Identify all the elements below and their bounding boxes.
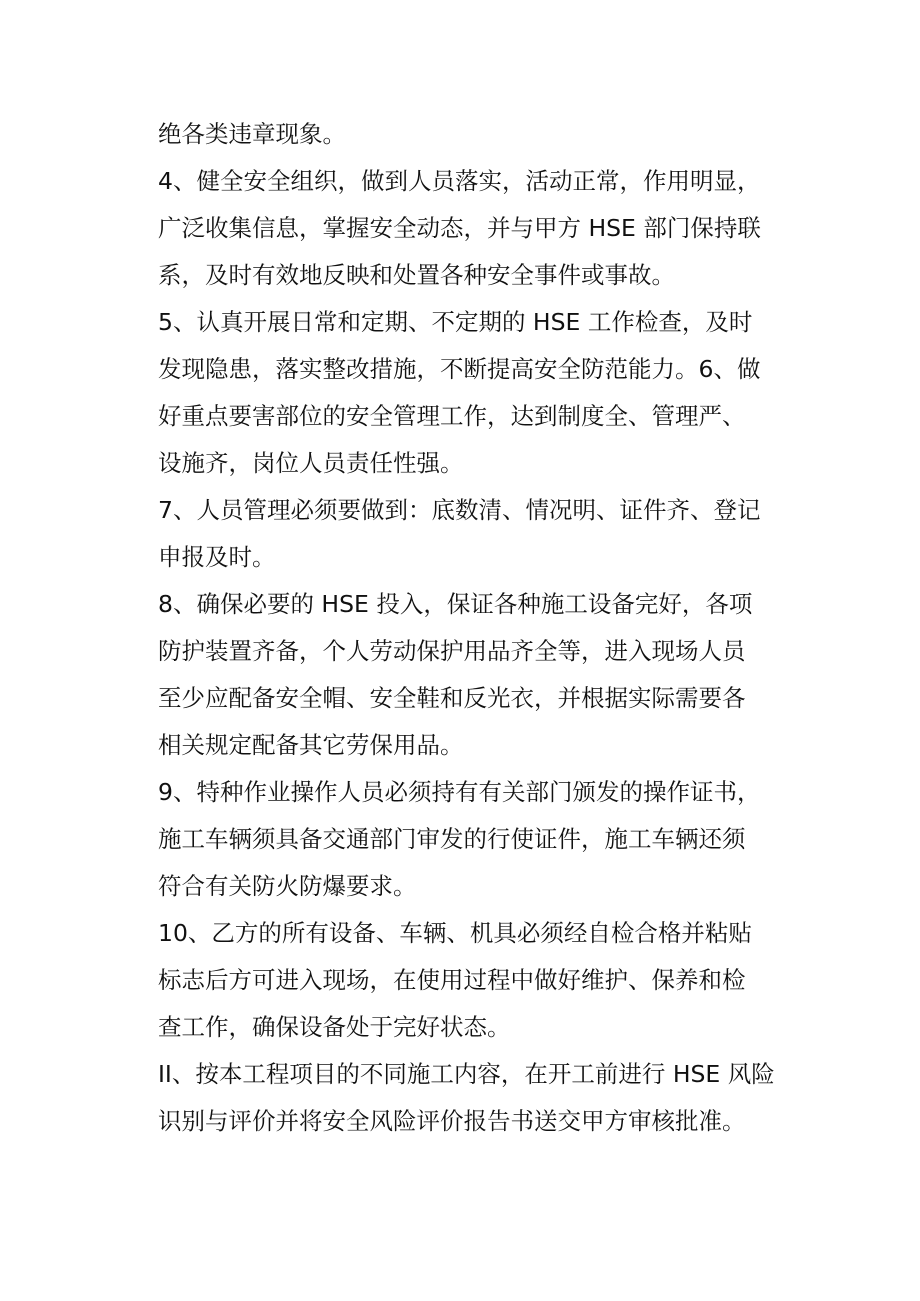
text-line: 至少应配备安全帽、安全鞋和反光衣，并根据实际需要各: [158, 684, 746, 712]
text-line: 设施齐，岗位人员责任性强。: [158, 449, 464, 477]
text-line: 防护装置齐备，个人劳动保护用品齐全等，进入现场人员: [158, 637, 746, 665]
text-line: 5、认真开展日常和定期、不定期的 HSE 工作检查，及时: [158, 308, 753, 336]
text-line: 符合有关防火防爆要求。: [158, 872, 417, 900]
text-line: 施工车辆须具备交通部门审发的行使证件，施工车辆还须: [158, 825, 746, 853]
text-line: 发现隐患，落实整改措施，不断提高安全防范能力。6、做: [158, 355, 761, 383]
text-line: 10、乙方的所有设备、车辆、机具必须经自检合格并粘贴: [158, 919, 752, 947]
text-line: 9、特种作业操作人员必须持有有关部门颁发的操作证书，: [158, 778, 761, 806]
text-line: 绝各类违章现象。: [158, 120, 346, 148]
text-line: 广泛收集信息，掌握安全动态，并与甲方 HSE 部门保持联: [158, 214, 761, 242]
text-line: 相关规定配备其它劳保用品。: [158, 731, 464, 759]
text-line: II、按本工程项目的不同施工内容，在开工前进行 HSE 风险: [158, 1060, 775, 1088]
text-line: 查工作，确保设备处于完好状态。: [158, 1013, 511, 1041]
text-line: 7、人员管理必须要做到：底数清、情况明、证件齐、登记: [158, 496, 761, 524]
text-line: 8、确保必要的 HSE 投入，保证各种施工设备完好，各项: [158, 590, 753, 618]
document-body: [158, 111, 808, 1145]
text-line: 标志后方可进入现场，在使用过程中做好维护、保养和检: [158, 966, 746, 994]
text-line: 申报及时。: [158, 543, 276, 571]
text-line: 识别与评价并将安全风险评价报告书送交甲方审核批准。: [158, 1107, 746, 1135]
text-line: 4、健全安全组织，做到人员落实，活动正常，作用明显，: [158, 167, 761, 195]
text-line: 系，及时有效地反映和处置各种安全事件或事故。: [158, 261, 675, 289]
text-line: 好重点要害部位的安全管理工作，达到制度全、管理严、: [158, 402, 746, 430]
